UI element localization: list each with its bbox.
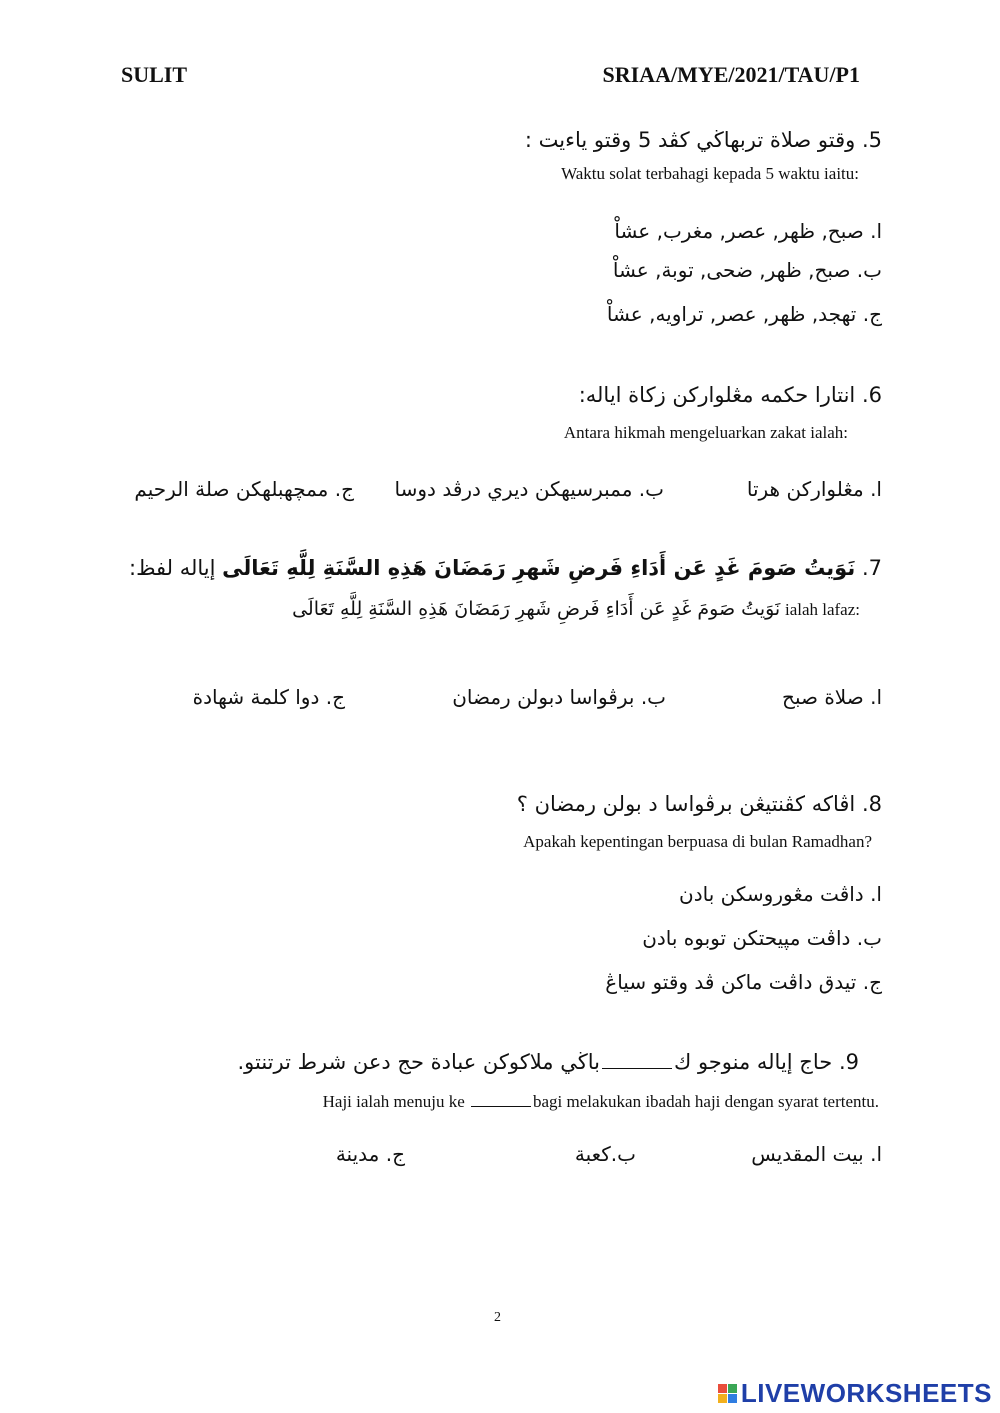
question-number: 8. bbox=[861, 792, 882, 816]
question-9-jawi bbox=[237, 1050, 859, 1074]
rumi-pre: Haji ialah menuju ke bbox=[322, 1092, 465, 1111]
header-left: SULIT bbox=[121, 62, 188, 87]
question-5-rumi: Waktu solat terbahagi kepada 5 waktu iaitu: bbox=[561, 164, 859, 183]
q8-option-c[interactable]: ج. تيدق داڤت ماكن ڤد وقتو سياڠ bbox=[605, 970, 882, 994]
q5-option-a[interactable]: ا. صبح, ظهر, عصر, مغرب, عشاْ bbox=[614, 219, 882, 243]
q7-option-a[interactable]: ا. صلاة صبح bbox=[782, 685, 882, 709]
question-8-rumi: Apakah kepentingan berpuasa di bulan Ramadhan? bbox=[523, 832, 872, 851]
question-8-jawi bbox=[517, 792, 882, 816]
answer-blank-rumi[interactable] bbox=[471, 1105, 531, 1107]
question-text: انتارا حكمه مڠلواركن زكاة اياله: bbox=[578, 383, 856, 407]
q6-option-a[interactable]: ا. مڠلواركن هرتا bbox=[746, 477, 882, 501]
question-7-jawi bbox=[129, 556, 882, 580]
q9-option-c[interactable]: ج. مدينة bbox=[335, 1142, 405, 1166]
q9-option-b[interactable]: ب.كعبة bbox=[574, 1142, 636, 1166]
q6-option-c[interactable]: ج. ممچهبلهكن صلة الرحيم bbox=[134, 477, 354, 501]
q5-option-c[interactable]: ج. تهجد, ظهر, عصر, تراويه, عشاْ bbox=[606, 302, 882, 326]
question-rumi-tail: ialah lafaz: bbox=[784, 600, 860, 619]
header-right: SRIAA/MYE/2021/TAU/P1 bbox=[602, 62, 860, 87]
q6-option-b[interactable]: ب. ممبرسيهكن ديري درڤد دوسا bbox=[394, 477, 664, 501]
question-text-tail: إياله لفظ: bbox=[129, 556, 216, 580]
q8-option-a[interactable]: ا. داڤت مڠوروسكن بادن bbox=[679, 882, 882, 906]
niat-lafaz-bold: نَوَيتُ صَومَ غَدٍ عَن أَدَاءِ فَرضِ شَهرِ رَمَضَانَ هَذِهِ السَّنَةِ لِلَّهِ تَعَالَى bbox=[222, 556, 856, 580]
q5-option-b[interactable]: ب. صبح, ظهر, ضحى, توبة, عشاْ bbox=[612, 258, 882, 282]
question-number: 9. bbox=[838, 1050, 859, 1074]
liveworksheets-icon bbox=[718, 1384, 737, 1403]
question-text: وقتو صلاة تربهاڬي كڤد 5 وقتو ياءيت : bbox=[524, 128, 856, 152]
liveworksheets-logo[interactable] bbox=[718, 1378, 992, 1409]
question-text-pre: حاج إياله منوجو ك bbox=[673, 1050, 833, 1074]
question-text-post: باڬي ملاكوكن عبادة حج دعن شرط ترتنتو. bbox=[237, 1050, 600, 1074]
q7-option-c[interactable]: ج. دوا كلمة شهادة bbox=[192, 685, 345, 709]
q7-option-b[interactable]: ب. برڤواسا دبولن رمضان bbox=[452, 685, 666, 709]
q8-option-b[interactable]: ب. داڤت مپيحتكن توبوه بادن bbox=[642, 926, 882, 950]
question-5-jawi bbox=[525, 128, 882, 152]
question-6-rumi: Antara hikmah mengeluarkan zakat ialah: bbox=[563, 423, 848, 442]
liveworksheets-brand: LIVEWORKSHEETS bbox=[740, 1378, 992, 1408]
question-number: 5. bbox=[861, 128, 882, 152]
question-6-jawi bbox=[579, 383, 882, 407]
page-number: 2 bbox=[494, 1310, 501, 1325]
question-9-rumi bbox=[323, 1092, 879, 1112]
rumi-post: bagi melakukan ibadah haji dengan syarat tertentu. bbox=[532, 1092, 879, 1111]
question-number: 7. bbox=[861, 556, 882, 580]
question-text: اڤاكه كڤنتيڠن برڤواسا د بولن رمضان ؟ bbox=[516, 792, 856, 816]
question-number: 6. bbox=[861, 383, 882, 407]
niat-lafaz: نَوَيتُ صَومَ غَدٍ عَن أَدَاءِ فَرضِ شَهرِ رَمَضَانَ هَذِهِ السَّنَةِ لِلَّهِ تَعَالَى bbox=[292, 598, 781, 620]
question-7-rumi bbox=[292, 598, 860, 621]
q9-option-a[interactable]: ا. بيت المقديس bbox=[751, 1142, 882, 1166]
answer-blank[interactable] bbox=[602, 1067, 672, 1069]
